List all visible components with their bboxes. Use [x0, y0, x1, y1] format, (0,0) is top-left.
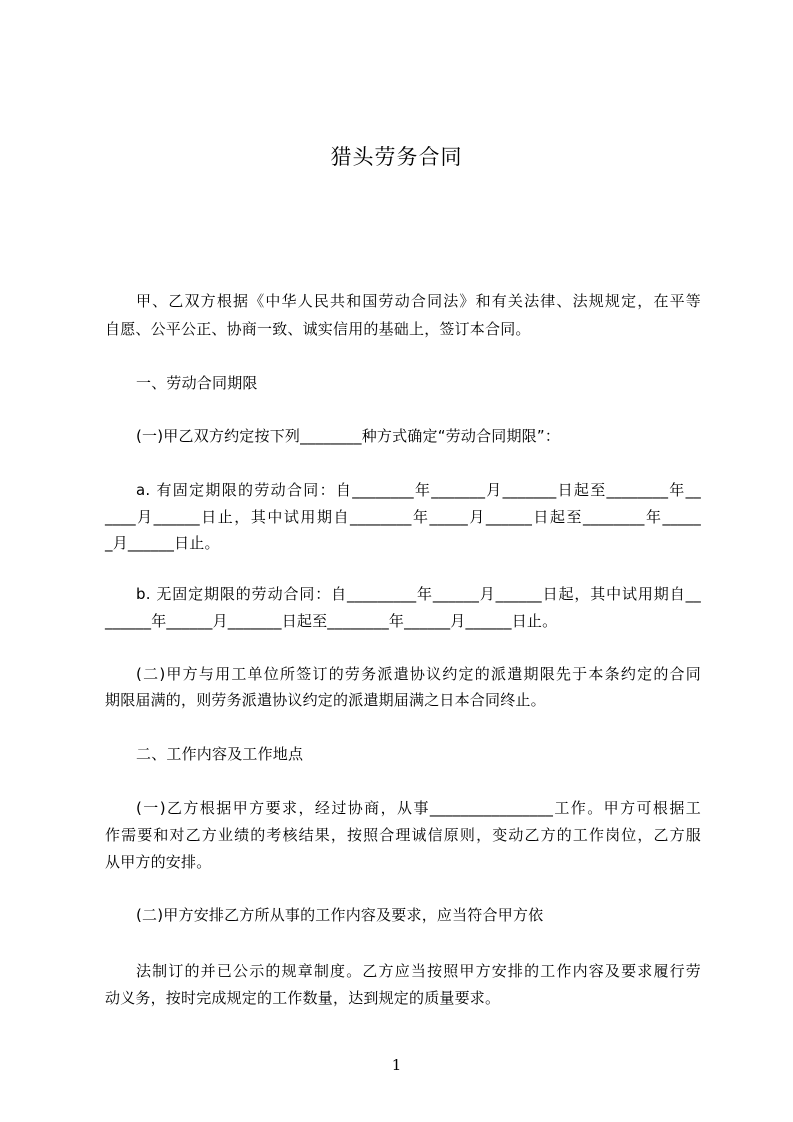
clause-a-line-2: ____月______日止，其中试用期自________年_____月______日起至________年_____ — [105, 508, 701, 526]
preamble-line-2: 自愿、公平公正、协商一致、诚实信用的基础上，签订本合同。 — [105, 320, 531, 338]
clause-b-line-2: ______年______月_______日起至________年______月______日止。 — [105, 612, 558, 630]
clause-1-2-line-1: (二)甲方与用工单位所签订的劳务派遣协议约定的派遣期限先于本条约定的合同 — [136, 665, 701, 683]
clause-a-line-3: _月______日止。 — [105, 534, 220, 552]
section-heading-work: 二、工作内容及工作地点 — [136, 745, 304, 763]
clause-2-1-line-1: (一)乙方根据甲方要求，经过协商，从事________________工作。甲方可根据工 — [136, 799, 701, 817]
section-heading-term: 一、劳动合同期限 — [136, 374, 258, 392]
clause-a-line-1: a. 有固定期限的劳动合同：自________年_______月_______日起至________年__ — [136, 481, 701, 499]
clause-1-2-line-2: 期限届满的，则劳务派遣协议约定的派遣期届满之日本合同终止。 — [105, 691, 546, 709]
clause-2-1-line-3: 从甲方的安排。 — [105, 853, 212, 871]
page-number: 1 — [391, 1056, 402, 1074]
document-title: 猎头劳务合同 — [330, 145, 463, 169]
clause-2-2-line-1: (二)甲方安排乙方所从事的工作内容及要求，应当符合甲方依 — [136, 906, 544, 924]
clause-2-1-line-2: 作需要和对乙方业绩的考核结果，按照合理诚信原则，变动乙方的工作岗位，乙方服 — [105, 826, 701, 844]
clause-2-2-line-3: 动义务，按时完成规定的工作数量，达到规定的质量要求。 — [105, 989, 501, 1007]
clause-b-line-1: b. 无固定期限的劳动合同：自_________年______月______日起，其中试用期自__ — [136, 585, 701, 603]
clause-2-2-line-2: 法制订的并已公示的规章制度。乙方应当按照甲方安排的工作内容及要求履行劳 — [136, 962, 701, 980]
clause-1-1-line-1: (一)甲乙双方约定按下列________种方式确定“劳动合同期限”： — [136, 427, 561, 445]
preamble-line-1: 甲、乙双方根据《中华人民共和国劳动合同法》和有关法律、法规规定，在平等 — [136, 292, 701, 310]
